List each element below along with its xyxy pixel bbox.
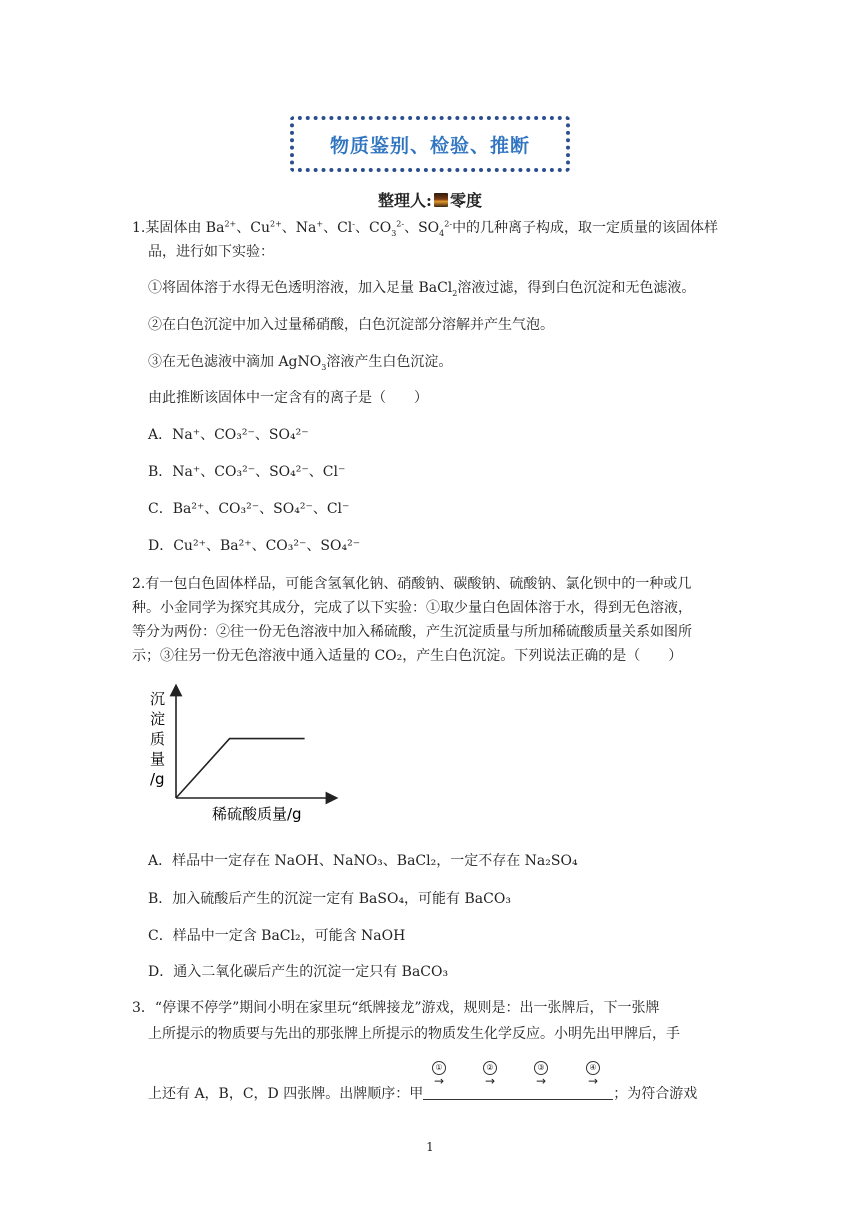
author-name: 零度 bbox=[449, 191, 482, 210]
q1-option-a: A．Na⁺、CO₃²⁻、SO₄²⁻ bbox=[148, 427, 309, 443]
page-number: 1 bbox=[426, 1140, 434, 1154]
q3-line2: 上所提示的物质要与先出的那张牌上所提示的物质发生化学反应。小明先出甲牌后，手 bbox=[148, 1026, 680, 1042]
q1-option-d: D．Cu²⁺、Ba²⁺、CO₃²⁻、SO₄²⁻ bbox=[148, 538, 361, 554]
answer-blank-2 bbox=[473, 1085, 523, 1100]
q2-line3: 等分为两份：②往一份无色溶液中加入稀硫酸，产生沉淀质量与所加稀硫酸质量关系如图所 bbox=[132, 624, 692, 640]
precipitate-mass-chart bbox=[140, 682, 340, 826]
answer-blank-3 bbox=[523, 1085, 573, 1100]
order-mark-1: ① → bbox=[433, 1063, 445, 1088]
q2-line1: 2.有一包白色固体样品，可能含氢氧化钠、硝酸钠、碳酸钠、硫酸钠、氯化钡中的一种或几 bbox=[132, 576, 692, 592]
y-label-char: 质 bbox=[150, 730, 166, 748]
q3-line3: 上还有 A，B，C，D 四张牌。出牌顺序：甲 ；为符合游戏 bbox=[148, 1086, 698, 1102]
x-axis-label: 稀硫酸质量/g bbox=[212, 805, 302, 823]
author-prefix: 整理人: bbox=[378, 191, 432, 210]
y-label-char: /g bbox=[150, 770, 165, 788]
q1-question: 由此推断该固体中一定含有的离子是（ ） bbox=[148, 390, 428, 406]
y-axis-label bbox=[150, 690, 165, 788]
series-line bbox=[176, 739, 305, 798]
q2-line4: 示；③往另一份无色溶液中通入适量的 CO₂，产生白色沉淀。下列说法正确的是（ ） bbox=[132, 648, 683, 664]
order-mark-4: ④ → bbox=[587, 1063, 599, 1088]
q1-step3: ③在无色滤液中滴加 AgNO$_3$溶液产生白色沉淀。 bbox=[148, 354, 453, 372]
answer-blank-4 bbox=[573, 1085, 613, 1100]
q2-option-a: A．样品中一定存在 NaOH、NaNO₃、BaCl₂，一定不存在 Na₂SO₄ bbox=[148, 853, 578, 869]
y-label-char: 沉 bbox=[150, 690, 166, 708]
q1-stem-line2: 品，进行如下实验： bbox=[148, 244, 274, 260]
q1-step1: ①将固体溶于水得无色透明溶液，加入足量 BaCl$_2$溶液过滤，得到白色沉淀和无色滤液。 bbox=[148, 280, 696, 298]
page-title: 物质鉴别、检验、推断 bbox=[329, 134, 530, 157]
order-mark-3: ③ → bbox=[535, 1063, 547, 1088]
q2-option-c: C．样品中一定含 BaCl₂，可能含 NaOH bbox=[148, 928, 406, 944]
q2-option-b: B．加入硫酸后产生的沉淀一定有 BaSO₄，可能有 BaCO₃ bbox=[148, 891, 511, 907]
q2-line2: 种。小金同学为探究其成分，完成了以下实验：①取少量白色固体溶于水，得到无色溶液， bbox=[132, 600, 692, 616]
q2-option-d: D．通入二氧化碳后产生的沉淀一定只有 BaCO₃ bbox=[148, 964, 449, 980]
y-label-char: 淀 bbox=[150, 710, 166, 728]
y-label-char: 量 bbox=[150, 750, 166, 768]
title-box bbox=[290, 116, 570, 172]
author-line bbox=[0, 188, 860, 211]
q1-option-b: B．Na⁺、CO₃²⁻、SO₄²⁻、Cl⁻ bbox=[148, 464, 346, 480]
answer-blank-1 bbox=[423, 1085, 473, 1100]
order-mark-2: ② → bbox=[484, 1063, 496, 1088]
q1-option-c: C．Ba²⁺、CO₃²⁻、SO₄²⁻、Cl⁻ bbox=[148, 501, 350, 517]
q3-line1: 3．“停课不停学”期间小明在家里玩“纸牌接龙”游戏，规则是：出一张牌后，下一张牌 bbox=[132, 1000, 660, 1016]
q1-stem-line1: 1.某固体由 $Ba^{2+}$、$Cu^{2+}$、Na+、Cl-、$CO_3^{2-}$、$SO_4^{2-}$中的几种离子构成，取一定质量的该固体样 bbox=[132, 219, 719, 238]
q1-step2: ②在白色沉淀中加入过量稀硝酸，白色沉淀部分溶解并产生气泡。 bbox=[148, 317, 554, 333]
sunset-avatar-icon bbox=[434, 193, 448, 207]
